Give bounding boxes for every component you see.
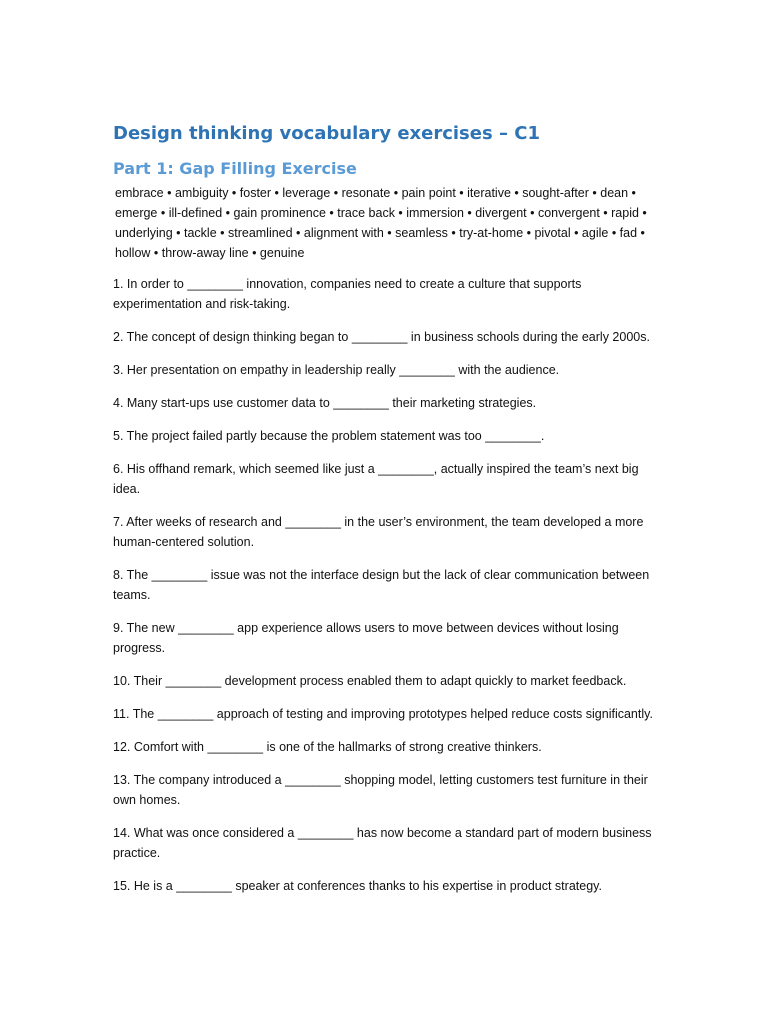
question-item: 5. The project failed partly because the problem statement was too ________. bbox=[113, 429, 545, 443]
question-item: 14. What was once considered a ________ has now become a standard part of modern business practice. bbox=[113, 826, 652, 860]
question-item: 2. The concept of design thinking began to ________ in business schools during the early 2000s. bbox=[113, 330, 650, 344]
question-item: 11. The ________ approach of testing and improving prototypes helped reduce costs significantly. bbox=[113, 707, 653, 721]
document-page bbox=[113, 121, 658, 909]
question-item: 7. After weeks of research and ________ in the user’s environment, the team developed a more human-centered solution. bbox=[113, 515, 644, 549]
question-item: 3. Her presentation on empathy in leadership really ________ with the audience. bbox=[113, 363, 560, 377]
word-bank: embrace • ambiguity • foster • leverage • resonate • pain point • iterative • sought-after • dean • emerge • ill-defined • gain prominence • trace back • immersion • divergent • convergent • rapid • underlying • tackle • streamlined • alignment with • seamless • try-at-home • pivotal • agile • fad • hollow • throw-away line • genuine bbox=[115, 186, 647, 260]
question-item: 8. The ________ issue was not the interface design but the lack of clear communication between teams. bbox=[113, 568, 650, 602]
question-item: 1. In order to ________ innovation, companies need to create a culture that supports experimentation and risk-taking. bbox=[113, 277, 582, 311]
section-heading: Part 1: Gap Filling Exercise bbox=[113, 159, 357, 178]
question-list bbox=[113, 274, 658, 896]
question-item: 4. Many start-ups use customer data to ________ their marketing strategies. bbox=[113, 396, 537, 410]
question-item: 10. Their ________ development process enabled them to adapt quickly to market feedback. bbox=[113, 674, 627, 688]
question-item: 15. He is a ________ speaker at conferences thanks to his expertise in product strategy. bbox=[113, 879, 602, 893]
question-item: 13. The company introduced a ________ shopping model, letting customers test furniture in their own homes. bbox=[113, 773, 648, 807]
question-item: 9. The new ________ app experience allows users to move between devices without losing progress. bbox=[113, 621, 619, 655]
question-item: 12. Comfort with ________ is one of the hallmarks of strong creative thinkers. bbox=[113, 740, 542, 754]
page-title: Design thinking vocabulary exercises – C1 bbox=[113, 123, 540, 144]
question-item: 6. His offhand remark, which seemed like just a ________, actually inspired the team’s next big idea. bbox=[113, 462, 639, 496]
